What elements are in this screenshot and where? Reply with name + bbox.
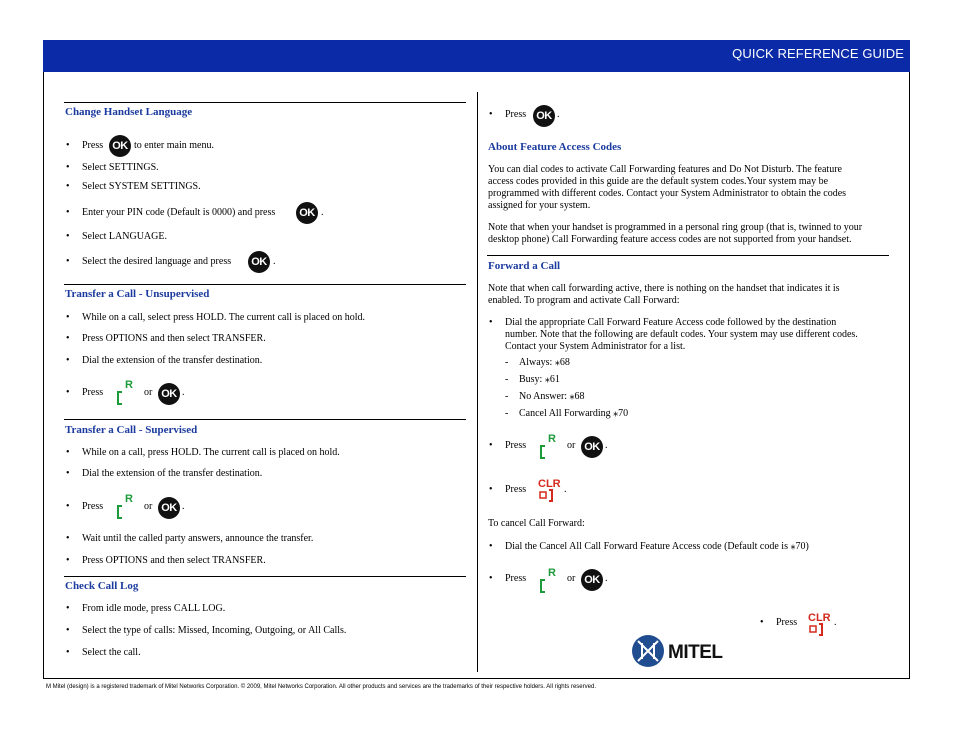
clear-end-call-key-icon xyxy=(807,610,829,636)
step-text: Dial the Cancel All Call Forward Feature Access code (Default code is ⁎70) xyxy=(505,541,809,552)
or-text: or xyxy=(144,501,153,512)
ok-key-icon: OK xyxy=(158,383,180,405)
bullet: • xyxy=(489,573,493,584)
bullet: • xyxy=(66,162,70,173)
code-item: No Answer: ⁎68 xyxy=(519,391,585,402)
ok-key-icon: OK xyxy=(581,569,603,591)
bullet: • xyxy=(66,140,70,151)
dash-marker: - xyxy=(505,408,509,419)
step-text: From idle mode, press CALL LOG. xyxy=(82,603,226,614)
bullet: • xyxy=(66,555,70,566)
hold-call-key-icon xyxy=(117,378,131,404)
ok-key-icon: OK xyxy=(296,202,318,224)
mitel-logo xyxy=(632,633,744,669)
bullet: • xyxy=(66,447,70,458)
step-text: Select LANGUAGE. xyxy=(82,231,167,242)
paragraph-line: enabled. To program and activate Call Forward: xyxy=(488,295,680,306)
footer-trademark: M Mitel (design) is a registered trademark of Mitel Networks Corporation. © 2009, Mitel Networks Corporation. All other products and services are the trademarks of their respective holders. All rights reserved. xyxy=(46,684,596,690)
bullet: • xyxy=(489,440,493,451)
section-title-transfer-unsupervised: Transfer a Call - Unsupervised xyxy=(65,288,210,300)
step-text: to enter main menu. xyxy=(134,140,214,151)
section-rule xyxy=(64,102,466,103)
step-text: Wait until the called party answers, announce the transfer. xyxy=(82,533,314,544)
code-item: Busy: ⁎61 xyxy=(519,374,560,385)
section-title-call-log: Check Call Log xyxy=(65,580,139,592)
paragraph-line: You can dial codes to activate Call Forwarding features and Do Not Disturb. The feature xyxy=(488,164,842,175)
step-text: Select SETTINGS. xyxy=(82,162,159,173)
bullet: • xyxy=(66,501,70,512)
paragraph-line: Contact your System Administrator for a list. xyxy=(505,341,686,352)
bullet: • xyxy=(66,647,70,658)
step-text: . xyxy=(321,207,324,218)
svg-text:R: R xyxy=(125,493,133,505)
step-text: . xyxy=(273,256,276,267)
step-text: Select the call. xyxy=(82,647,141,658)
bullet: • xyxy=(66,603,70,614)
step-text: Enter your PIN code (Default is 0000) and press xyxy=(82,207,276,218)
paragraph-line: Dial the appropriate Call Forward Feature Access code followed by the destination xyxy=(505,317,837,328)
paragraph-line: Note that when your handset is programmed in a personal ring group (that is, twinned to your xyxy=(488,222,863,233)
bullet: • xyxy=(66,181,70,192)
bullet: • xyxy=(66,468,70,479)
step-text: Press xyxy=(505,440,527,451)
ok-key-icon: OK xyxy=(581,436,603,458)
step-text: Press xyxy=(505,484,527,495)
step-text: Press xyxy=(82,140,104,151)
step-text: Select the type of calls: Missed, Incoming, Outgoing, or All Calls. xyxy=(82,625,347,636)
step-text: Dial the extension of the transfer destination. xyxy=(82,355,263,366)
bullet: • xyxy=(66,355,70,366)
bullet: • xyxy=(66,256,70,267)
hold-call-key-icon xyxy=(117,492,131,518)
section-title-transfer-supervised: Transfer a Call - Supervised xyxy=(65,424,198,436)
step-text: Press OPTIONS and then select TRANSFER. xyxy=(82,555,266,566)
step-text: . xyxy=(182,501,185,512)
paragraph-line: assigned for your system. xyxy=(488,200,591,211)
bullet: • xyxy=(66,333,70,344)
hold-call-key-icon xyxy=(540,432,554,458)
step-text: . xyxy=(605,440,608,451)
paragraph-line: programmed with different codes. Contact your System Administrator to obtain the codes xyxy=(488,188,847,199)
or-text: or xyxy=(144,387,153,398)
svg-text:CLR: CLR xyxy=(538,478,561,490)
bullet: • xyxy=(760,617,764,628)
section-rule xyxy=(64,576,466,577)
cancel-label: To cancel Call Forward: xyxy=(488,518,585,529)
paragraph-line: number. Note that the following are default codes. Your system may use different codes. xyxy=(505,329,858,340)
bullet: • xyxy=(66,387,70,398)
step-text: Select the desired language and press xyxy=(82,256,232,267)
svg-text:R: R xyxy=(548,567,556,579)
code-item: Always: ⁎68 xyxy=(519,357,570,368)
step-text: Press OPTIONS and then select TRANSFER. xyxy=(82,333,266,344)
svg-text:CLR: CLR xyxy=(808,612,831,624)
or-text: or xyxy=(567,440,576,451)
section-rule xyxy=(487,255,889,256)
section-title-feature-access-codes: About Feature Access Codes xyxy=(488,141,622,153)
header-bar xyxy=(43,40,910,72)
step-text: . xyxy=(182,387,185,398)
dash-marker: - xyxy=(505,357,509,368)
step-text: While on a call, press HOLD. The current call is placed on hold. xyxy=(82,447,340,458)
step-text: Press xyxy=(82,387,104,398)
step-text: Select SYSTEM SETTINGS. xyxy=(82,181,201,192)
bullet: • xyxy=(66,533,70,544)
paragraph-line: desktop phone) Call Forwarding feature access codes are not supported from your handset. xyxy=(488,234,852,245)
paragraph-line: Note that when call forwarding active, there is nothing on the handset that indicates it is xyxy=(488,283,840,294)
step-text: Press xyxy=(505,109,527,120)
bullet: • xyxy=(66,207,70,218)
column-divider xyxy=(477,92,478,672)
clear-end-call-key-icon xyxy=(537,476,559,502)
section-rule xyxy=(64,284,466,285)
code-item: Cancel All Forwarding ⁎70 xyxy=(519,408,629,419)
step-text: . xyxy=(834,617,837,628)
bullet: • xyxy=(66,312,70,323)
section-title-change-language: Change Handset Language xyxy=(65,106,193,118)
step-text: Press xyxy=(776,617,798,628)
dash-marker: - xyxy=(505,391,509,402)
section-title-forward-call: Forward a Call xyxy=(488,260,561,272)
svg-text:MITEL: MITEL xyxy=(668,642,723,663)
hold-call-key-icon xyxy=(540,566,554,592)
ok-key-icon: OK xyxy=(248,251,270,273)
step-text: Dial the extension of the transfer destination. xyxy=(82,468,263,479)
step-text: Press xyxy=(82,501,104,512)
paragraph-line: access codes provided in this guide are the default system codes.Your system may be xyxy=(488,176,829,187)
step-text: Press xyxy=(505,573,527,584)
svg-text:R: R xyxy=(125,379,133,391)
bullet: • xyxy=(489,484,493,495)
ok-key-icon: OK xyxy=(158,497,180,519)
ok-key-icon: OK xyxy=(109,135,131,157)
step-text: . xyxy=(605,573,608,584)
step-text: . xyxy=(557,109,560,120)
header-title: QUICK REFERENCE GUIDE xyxy=(732,46,904,61)
svg-text:R: R xyxy=(548,433,556,445)
bullet: • xyxy=(489,541,493,552)
bullet: • xyxy=(489,109,493,120)
bullet: • xyxy=(66,625,70,636)
bullet: • xyxy=(66,231,70,242)
bullet: • xyxy=(489,317,493,328)
step-text: . xyxy=(564,484,567,495)
step-text: While on a call, select press HOLD. The current call is placed on hold. xyxy=(82,312,366,323)
dash-marker: - xyxy=(505,374,509,385)
section-rule xyxy=(64,419,466,420)
ok-key-icon: OK xyxy=(533,105,555,127)
or-text: or xyxy=(567,573,576,584)
